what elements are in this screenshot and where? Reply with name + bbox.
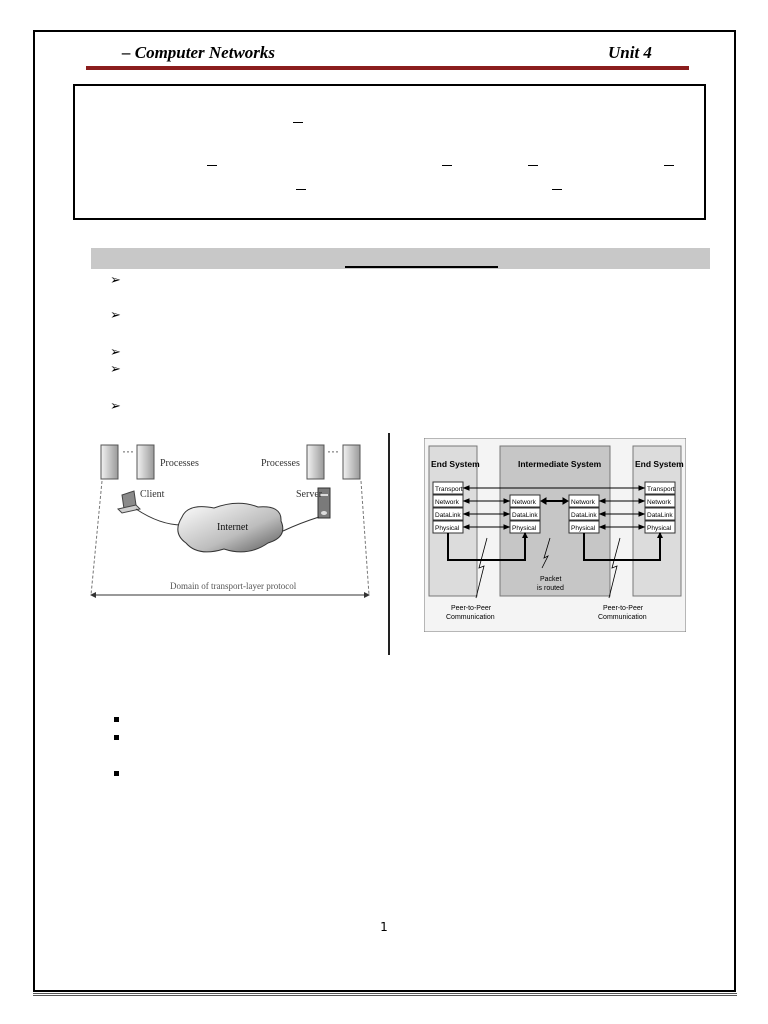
figure-text: Physical <box>571 525 596 532</box>
intermediate-left-stack <box>510 495 540 533</box>
figure-text: Network <box>512 499 536 506</box>
arrow-bullet: ➢ <box>110 361 121 376</box>
figure-text: Network <box>571 499 595 506</box>
process-box <box>137 445 154 479</box>
figure-text: DataLink <box>512 512 538 519</box>
figure-text: Network <box>647 499 671 506</box>
peer-label-right-1: Peer-to-Peer <box>603 605 644 612</box>
client-label: Client <box>140 489 165 500</box>
syllabus-dash <box>442 165 452 166</box>
domain-label: Domain of transport-layer protocol <box>170 581 297 591</box>
figure-text: Physical <box>647 525 672 532</box>
figure-text: DataLink <box>571 512 597 519</box>
right-stack <box>645 482 675 533</box>
process-box <box>101 445 118 479</box>
header-rule <box>86 66 689 70</box>
ellipsis-left: ··· <box>122 444 134 458</box>
packet-label-2: is routed <box>537 585 564 592</box>
syllabus-box <box>73 84 706 220</box>
arrow-bullet: ➢ <box>110 307 121 322</box>
peer-label-right-2: Communication <box>598 614 647 621</box>
syllabus-dash <box>293 122 303 123</box>
section-heading-underline <box>345 266 498 268</box>
bottom-rule <box>33 993 737 996</box>
syllabus-dash <box>552 189 562 190</box>
syllabus-dash <box>296 189 306 190</box>
square-bullet <box>114 771 119 776</box>
process-box <box>307 445 324 479</box>
processes-right-label: Processes <box>261 458 300 469</box>
intermediate-label: Intermediate System <box>518 459 602 469</box>
arrow-bullet: ➢ <box>110 398 121 413</box>
square-bullet <box>114 717 119 722</box>
left-stack <box>433 482 463 533</box>
syllabus-dash <box>207 165 217 166</box>
figure-divider <box>388 433 390 655</box>
arrow-bullet: ➢ <box>110 344 121 359</box>
server-label: Server <box>296 489 323 500</box>
end-system-right-label: End System <box>635 459 684 469</box>
internet-label: Internet <box>217 522 249 533</box>
syllabus-dash <box>528 165 538 166</box>
syllabus-dash <box>664 165 674 166</box>
figure-text: Transport <box>435 486 463 493</box>
packet-label-1: Packet <box>540 576 562 583</box>
transport-domain-figure <box>88 433 378 605</box>
peer-label-left-2: Communication <box>446 614 495 621</box>
figure-text: DataLink <box>435 512 461 519</box>
arrow-bullet: ➢ <box>110 272 121 287</box>
unit-label: Unit 4 <box>608 43 652 62</box>
process-box <box>343 445 360 479</box>
figure-text: Physical <box>435 525 460 532</box>
page-number: 1 <box>380 920 388 934</box>
osi-routing-figure <box>424 438 686 632</box>
ellipsis-right: ··· <box>327 444 339 458</box>
peer-label-left-1: Peer-to-Peer <box>451 605 492 612</box>
figure-text: Network <box>435 499 459 506</box>
end-system-left-label: End System <box>431 459 480 469</box>
course-title: – Computer Networks <box>122 43 276 62</box>
figure-text: DataLink <box>647 512 673 519</box>
intermediate-right-stack <box>569 495 599 533</box>
processes-left-label: Processes <box>160 458 199 469</box>
square-bullet <box>114 735 119 740</box>
figure-text: Transport <box>647 486 675 493</box>
figure-text: Physical <box>512 525 537 532</box>
